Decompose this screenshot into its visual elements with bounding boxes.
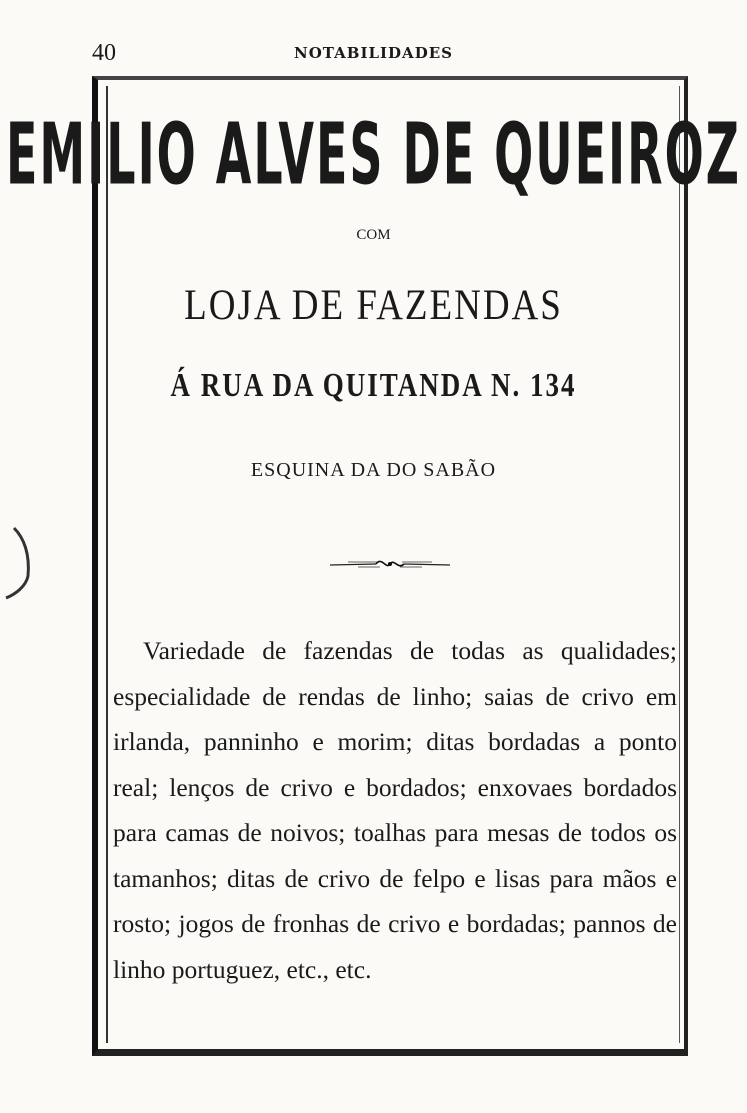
margin-mark-icon: [2, 524, 42, 604]
street-address: Á RUA DA QUITANDA N. 134: [170, 366, 577, 404]
page-number: 40: [92, 40, 116, 66]
corner-location: ESQUINA DA DO SABÃO: [250, 459, 497, 481]
business-type: LOJA DE FAZENDAS: [184, 281, 563, 330]
merchant-name: EMILIO ALVES DE QUEIROZ: [5, 104, 742, 204]
running-head: NOTABILIDADES: [294, 44, 453, 62]
connector-word: COM: [356, 227, 391, 243]
description-paragraph: Variedade de fazendas de todas as qualidades; especialidade de rendas de linho; saias de crivo em irlanda, panninho e morim; ditas bordadas a ponto real; lenços de crivo e bordados; enxovaes bordados para camas de noivos; toalhas para mesas de todos os tamanhos; ditas de crivo de felpo e lisas para mãos e rosto; jogos de fronhas de crivo e bordadas; pannos de linho portuguez, etc., etc.: [113, 636, 677, 984]
scroll-ornament-icon: [328, 554, 452, 574]
